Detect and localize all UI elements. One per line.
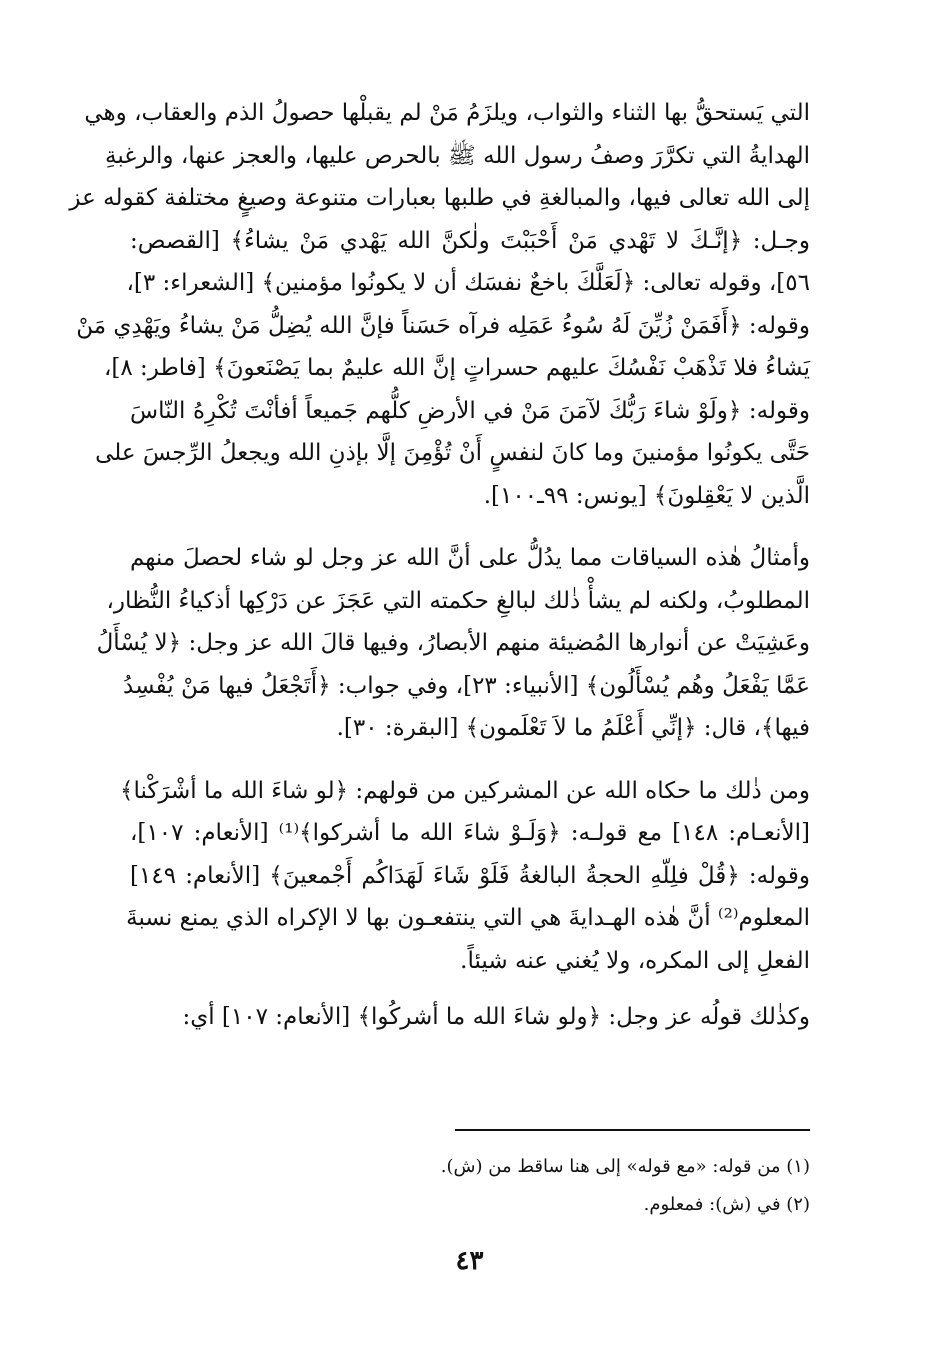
text-line: فيها﴾، قال: ﴿إنِّي أَعْلَمُ ما لاَ تَعْلَمون﴾ [البقرة: ٣٠]. (336, 715, 810, 741)
paragraph-2 (96, 537, 810, 750)
text-line: المعلوم⁽²⁾ أنَّ هٰذه الهـدايةَ هي التي ينتفعـون بها لا الإكراه الذي يمنع نسبةَ (126, 905, 810, 931)
text-line: الَّذين لا يَعْقِلونَ﴾ [يونس: ٩٩ـ١٠٠]. (483, 482, 810, 509)
paragraph-1 (69, 92, 810, 517)
text-line: إلى الله تعالى فيها، والمبالغةِ في طلبها بعبارات متنوعة وصيغٍ مختلفة كقوله عز (69, 185, 810, 211)
paragraph-gap (130, 517, 810, 537)
paragraph-gap (130, 982, 810, 996)
text-line: ٥٦]، وقوله تعالى: ﴿لَعَلَّكَ باخعٌ نفسَك أن لا يكونُوا مؤمنين﴾ [الشعراء: ٣]، (126, 270, 810, 296)
page-number: ٤٣ (455, 1246, 484, 1276)
text-line: وقوله: ﴿قُلْ فلِلّهِ الحجةُ البالغةُ فَلَوْ شَاءَ لَهَدَاكُم أَجْمعينَ﴾ [الأنعام: ١٤٩] (130, 862, 810, 889)
page-body (69, 92, 810, 1039)
text-line: يَشاءُ فلا تَذْهَبْ نَفْسُكَ عليهم حسراتٍ إنَّ الله عليمٌ بما يَصْنَعونَ﴾ [فاطر: ٨]، (103, 355, 810, 381)
text-line: عَمَّا يَفْعَلُ وهُم يُسْأَلُون﴾ [الأنبياء: ٢٣]، وفي جواب: ﴿أَتَجْعَلُ فيها مَنْ يُفْسِدُ (123, 672, 810, 699)
text-line: وعَشِيَتْ عن أنوارها المُضيئة منهم الأبصارُ، وفيها قالَ الله عز وجل: ﴿لا يُسْأَلُ (96, 630, 810, 656)
paragraph-3 (119, 770, 810, 983)
text-line: حَتَّى يكونُوا مؤمنينَ وما كانَ لنفسٍ أَنْ تُؤْمِنَ إلَّا بإذنِ الله ويجعلُ الرِّجسَ على (95, 440, 810, 466)
text-line: وقوله: ﴿ولَوْ شاءَ رَبُّكَ لآمَنَ مَنْ في الأرضِ كلُّهم جَميعاً أفأنْتَ تُكْرِهُ النّاسَ (130, 397, 810, 424)
text-line: التي يَستحقُّ بها الثناء والثواب، ويلزَمُ مَنْ لم يقبلْها حصولُ الذم والعقاب، وهي (84, 100, 810, 126)
text-line: الهدايةُ التي تكرَّرَ وصفُ رسول الله ﷺ بالحرص عليها، والعجز عنها، والرغبةِ (105, 142, 810, 169)
text-line: [الأنعـام: ١٤٨] مع قولـه: ﴿وَلَـوْ شاءَ الله ما أشركوا﴾⁽¹⁾ [الأنعام: ١٠٧]، (130, 820, 810, 846)
footnote-1: (١) من قوله: «مع قوله» إلى هنا ساقط من (ش). (440, 1156, 810, 1177)
text-line: وأمثالُ هٰذه السياقات مما يدُلُّ على أنَّ الله عز وجل لو شاء لحصلَ منهم (130, 545, 810, 571)
text-line: وجـل: ﴿إنَّـكَ لا تَهْدي مَنْ أَحْبَبْتَ ولٰكنَّ الله يَهْدي مَنْ يشاءُ﴾ [القصص: (130, 227, 810, 254)
footnotes (130, 1148, 810, 1224)
paragraph-gap (130, 750, 810, 770)
footnote-2: (٢) في (ش): فمعلوم. (643, 1194, 810, 1215)
text-line: وقوله: ﴿أَفَمَنْ زُيِّنَ لَهُ سُوءُ عَمَلِه فرآه حَسَناً فإنَّ الله يُضِلُّ مَنْ يشاءُ ويَهْدِي مَنْ (76, 312, 810, 339)
text-line: وكذٰلك قولُه عز وجل: ﴿ولو شاءَ الله ما أشركُوا﴾ [الأنعام: ١٠٧] أي: (182, 1004, 810, 1030)
text-line: ومن ذٰلك ما حكاه الله عن المشركين من قولهم: ﴿لو شاءَ الله ما أشْرَكْنا﴾ (119, 777, 810, 804)
text-line: الفعلِ إلى المكره، ولا يُغني عنه شيئاً. (460, 947, 810, 974)
paragraph-4 (130, 996, 810, 1039)
text-line: المطلوبُ، ولكنه لم يشأْ ذٰلك لبالغِ حكمته التي عَجَزَ عن دَرْكِها أذكياءُ النُّظار، (106, 587, 810, 614)
footnote-separator (455, 1129, 810, 1131)
